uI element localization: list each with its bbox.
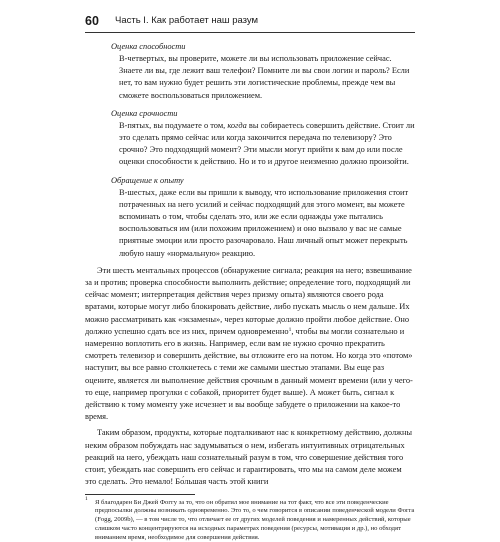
- footnote-reference[interactable]: 1: [289, 327, 292, 333]
- page-header: [85, 13, 415, 33]
- section-experience: [85, 174, 415, 260]
- header-rule: [85, 32, 415, 33]
- footnote-rule: [85, 494, 195, 495]
- section-title: Оценка срочности: [111, 107, 415, 120]
- paragraph-text: Эти шесть ментальных процессов (обнаружение сигнала; реакция на него; взвешивание за и против; проверка способности выполнить действие; определение того, подходящий ли сейчас момент; интерпретация действия через призму опыта) являются своего рода вратами, которые могут либо блокировать действие, либо пускать мысль о нем дальше. Их можно рассматривать как «экзамены», через которые должно пройти любое действие. Оно должно успешно сдать все из них, причем одновременно: [85, 266, 412, 336]
- section-ability: [85, 40, 415, 102]
- section-body-text: вы собираетесь совершить действие. Стоит ли это сделать прямо сейчас или когда закончится передача по телевизору? Это срочно? Это подходящий момент? Эти мысли могут прийти к вам до или после оценки способности к действию. Но и то и другое неизменно должно произойти.: [119, 121, 415, 167]
- page-body: [85, 40, 415, 542]
- footnote: 1 Я благодарен Би Джей Фоггу за то, что он обратил мое внимание на тот факт, что все эти поведенческие предпосылки должны возникать одновременно. Это то, о чем говорится в описании поведенческой модели Фогга (Fogg, 2009b), — в том числе то, что отличает ее от других моделей поведения и намеренных действий, которые слишком часто концентрируются на исходных параметрах поведения (ресурсы, мотивация и др.), но обходят вниманием время, необходимое для совершения действия.: [85, 499, 415, 542]
- footnote-text: Я благодарен Би Джей Фоггу за то, что он обратил мое внимание на тот факт, что все эти поведенческие предпосылки должны возникать одновременно. Это то, о чем говорится в описании поведенческой модели Фогга (Fogg, 2009b), — в том числе то, что отличает ее от других моделей поведения и намеренных действий, которые слишком часто концентрируются на исходных параметрах поведения (ресурсы, мотивация и др.), но обходят вниманием время, необходимое для совершения действия.: [95, 499, 414, 541]
- section-body: В-четвертых, вы проверите, можете ли вы использовать приложение сейчас. Знаете ли вы, где лежит ваш телефон? Помните ли вы свои логин и пароль? Если нет, то вам нужно будет решить эти логистические проблемы, прежде чем вы сможете воспользоваться приложением.: [119, 53, 415, 102]
- section-title: Оценка способности: [111, 40, 415, 53]
- paragraph-text: , чтобы вы могли сознательно и намеренно воплотить его в жизнь. Например, если вам не нужно срочно прекратить смотреть телевизор и совершить действие, вы отложите его на потом. Но когда это «потом» наступит, вы все равно столкнетесь с теми же самыми шестью этапами. Вы еще раз оцените, является ли выполнение действия срочным в данный момент времени (или у чего-то еще, например прогулки с собакой, приоритет будет выше). А может быть, сигнал к действию к тому моменту уже исчезнет и вы вообще забудете о приложении на какое-то время.: [85, 327, 413, 421]
- section-urgency: [85, 107, 415, 169]
- emphasis-text: когда: [227, 121, 246, 130]
- running-head: Часть I. Как работает наш разум: [115, 14, 258, 28]
- section-body: В-шестых, даже если вы пришли к выводу, что использование приложения стоит потраченных на него усилий и сейчас подходящий для этого момент, вы можете вспоминать о том, чтобы сделать это, или же если однажды уже пытались воспользоваться им (или похожим приложением) и оно вызвало у вас не самые приятные эмоции или просто разочаровало. Наш личный опыт может перекрыть любую нашу «нормальную» реакцию.: [119, 187, 415, 260]
- section-body-text: В-пятых, вы подумаете о том,: [119, 121, 227, 130]
- page-number: 60: [85, 13, 99, 29]
- section-body: [119, 120, 415, 169]
- paragraph: [85, 427, 415, 488]
- paragraph: [85, 265, 415, 424]
- section-title: Обращение к опыту: [111, 174, 415, 187]
- paragraph-text: Таким образом, продукты, которые подталкивают нас к конкретному действию, должны неким образом побуждать нас задумываться о нем, избегать интуитивных отрицательных реакций на него, убеждать наш сознательный разум в том, что совершение действия того стоит, убеждать нас совершить его сейчас и гарантировать, что мы на самом деле можем это сделать. Это немало! Бо́льшая часть этой книги: [85, 428, 412, 486]
